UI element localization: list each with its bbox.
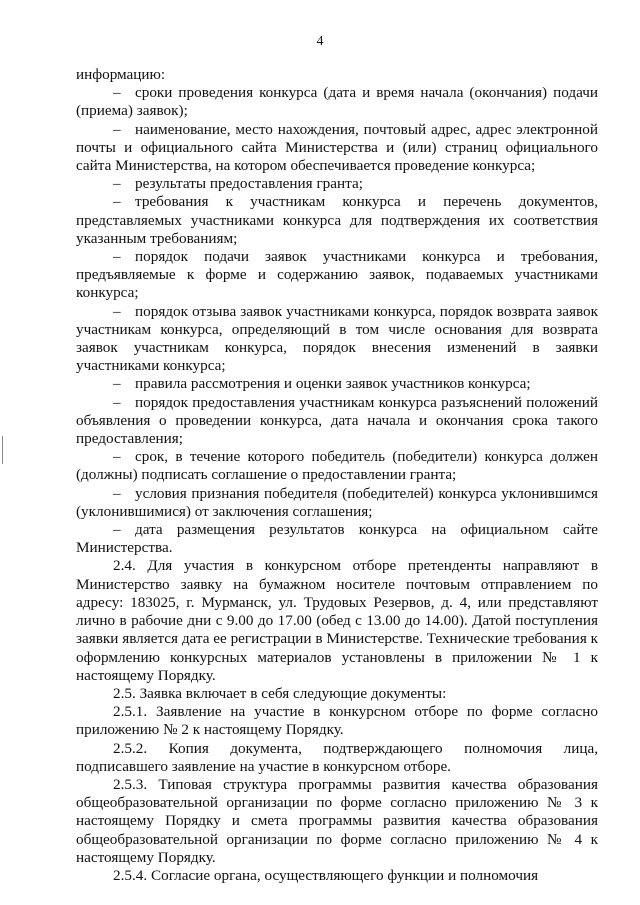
document-body bbox=[76, 66, 598, 885]
clause-2-5-2: 2.5.2. Копия документа, подтверждающего полномочия лица, подписавшего заявление на участие в конкурсном отборе. bbox=[76, 739, 598, 775]
list-item bbox=[76, 375, 598, 393]
dash-marker: – bbox=[113, 375, 121, 393]
list-item-text: условия признания победителя (победителей) конкурса уклонившимся (уклонившимися) от заключения соглашения; bbox=[76, 484, 598, 520]
clause-2-5-4: 2.5.4. Согласие органа, осуществляющего функции и полномочия bbox=[113, 866, 539, 884]
list-item-text: дата размещения результатов конкурса на официальном сайте Министерства. bbox=[76, 521, 598, 557]
list-item bbox=[76, 248, 598, 303]
intro-line: информацию: bbox=[76, 66, 166, 83]
list-item-text: наименование, место нахождения, почтовый адрес, адрес электронной почты и официального сайта Министерства и (или) страниц официального сайта Министерства, на котором обеспечивается проведение конкурса; bbox=[76, 120, 598, 175]
list-item-text: порядок отзыва заявок участниками конкурса, порядок возврата заявок участникам конкурса, определяющий в том числе основания для возврата заявок участникам конкурса, порядок внесения изменений в заявки участниками конкурса; bbox=[76, 302, 598, 375]
list-item bbox=[76, 193, 598, 248]
margin-mark bbox=[2, 436, 6, 464]
requirements-list bbox=[76, 84, 598, 557]
list-item-text: требования к участникам конкурса и перечень документов, представляемых участниками конкурса для подтверждения их соответствия указанным требованиям; bbox=[76, 193, 598, 247]
list-item-text: порядок предоставления участникам конкурса разъяснений положений объявления о проведении конкурса, дата начала и окончания срока такого предоставления; bbox=[76, 393, 598, 448]
list-item bbox=[76, 485, 598, 521]
list-item-text: правила рассмотрения и оценки заявок участников конкурса; bbox=[135, 375, 531, 393]
dash-marker: – bbox=[113, 302, 121, 320]
list-item bbox=[76, 448, 598, 484]
list-item bbox=[76, 521, 598, 557]
list-item-text: сроки проведения конкурса (дата и время начала (окончания) подачи (приема) заявок); bbox=[76, 84, 598, 120]
dash-marker: – bbox=[113, 120, 121, 138]
dash-marker: – bbox=[113, 84, 121, 102]
dash-marker: – bbox=[113, 448, 121, 466]
dash-marker: – bbox=[113, 484, 121, 502]
list-item bbox=[76, 394, 598, 449]
dash-marker: – bbox=[113, 248, 121, 266]
list-item-text: порядок подачи заявок участниками конкурса и требования, предъявляемые к форме и содержанию заявок, подаваемых участниками конкурса; bbox=[76, 248, 598, 302]
list-item-text: результаты предоставления гранта; bbox=[135, 175, 363, 193]
clause-2-5: 2.5. Заявка включает в себя следующие документы: bbox=[113, 684, 447, 702]
dash-marker: – bbox=[113, 175, 121, 193]
clause-2-5-1: 2.5.1. Заявление на участие в конкурсном отборе по форме согласно приложению № 2 к настоящему Порядку. bbox=[76, 703, 598, 739]
list-item bbox=[76, 84, 598, 120]
clause-2-4: 2.4. Для участия в конкурсном отборе претенденты направляют в Министерство заявку на бумажном носителе почтовым отправлением по адресу: 183025, г. Мурманск, ул. Трудовых Резервов, д. 4, или представляют лично в рабочие дни с 9.00 до 17.00 (обед с 13.00 до 14.00). Датой поступления заявки является дата ее регистрации в Министерстве. Технические требования к оформлению конкурсных материалов установлены в приложении № 1 к настоящему Порядку. bbox=[76, 557, 598, 684]
dash-marker: – bbox=[113, 521, 121, 539]
list-item bbox=[76, 175, 598, 193]
dash-marker: – bbox=[113, 393, 121, 411]
clause-2-5-3: 2.5.3. Типовая структура программы развития качества образования общеобразовательной организации по форме согласно приложению № 3 к настоящему Порядку и смета программы развития качества образования общеобразовательной организации по форме согласно приложению № 4 к настоящему Порядку. bbox=[76, 775, 598, 866]
dash-marker: – bbox=[113, 193, 121, 211]
page-number: 4 bbox=[316, 34, 324, 49]
list-item-text: срок, в течение которого победитель (победители) конкурса должен (должны) подписать соглашение о предоставлении гранта; bbox=[76, 448, 598, 484]
list-item bbox=[76, 303, 598, 376]
list-item bbox=[76, 121, 598, 176]
